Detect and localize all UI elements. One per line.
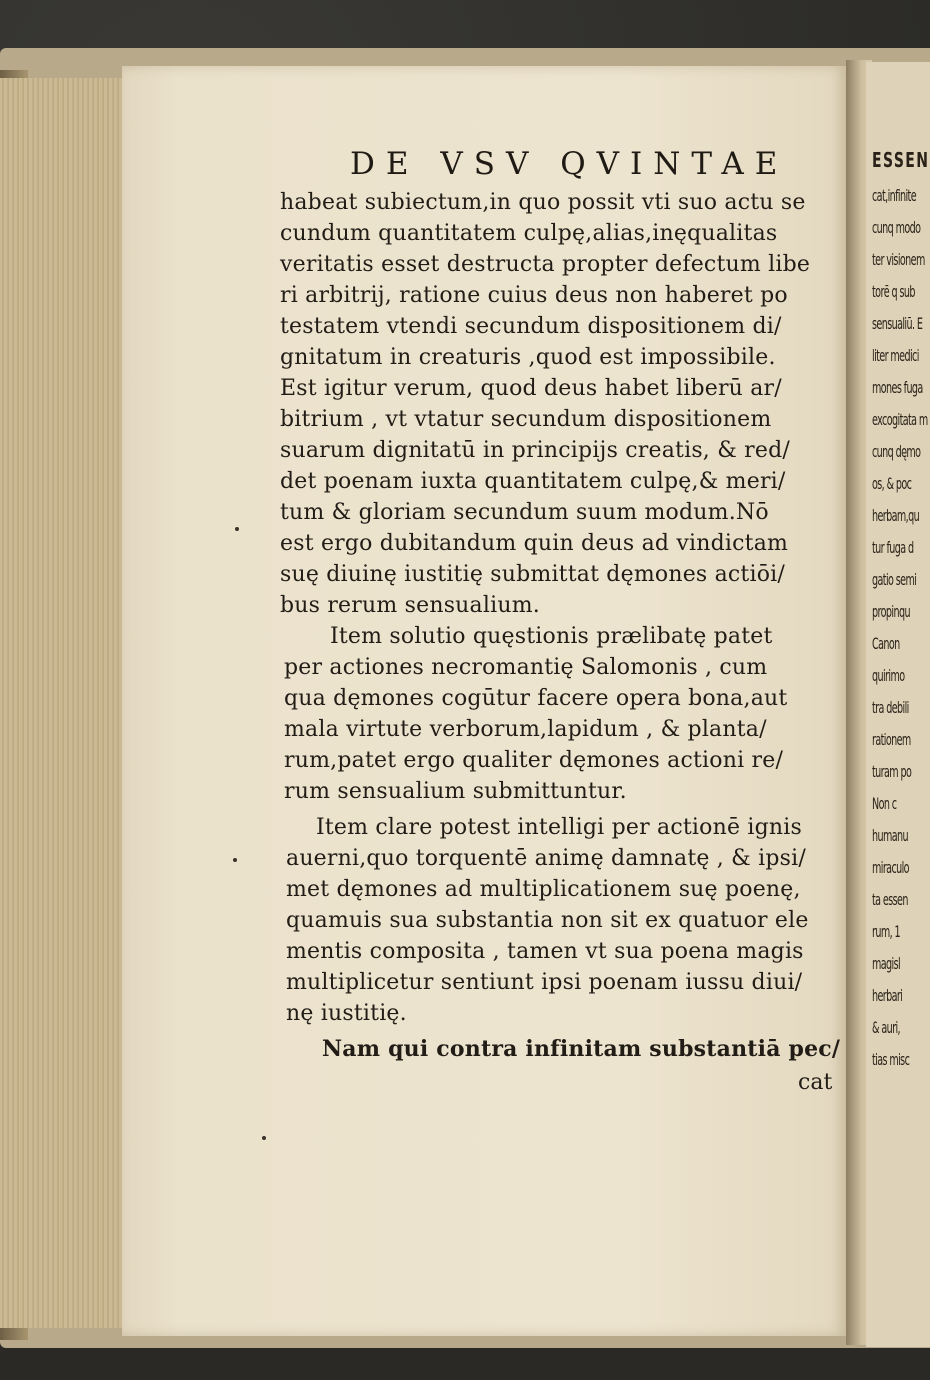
next-page-running-head: ESSEN: [872, 148, 930, 172]
text-line: suę diuinę iustitię submittat dęmones actiōi/: [280, 562, 785, 587]
text-line: met dęmones ad multiplicationem suę poenę,: [286, 877, 801, 902]
next-page-line: ta essen: [872, 890, 908, 909]
text-line: nę iustitię.: [286, 1001, 407, 1026]
text-line: tum & gloriam secundum suum modum.Nō: [280, 500, 769, 525]
text-line: det poenam iuxta quantitatem culpę,& meri/: [280, 469, 786, 494]
text-line: cundum quantitatem culpę,alias,inęqualitas: [280, 221, 778, 246]
text-line: rum,patet ergo qualiter dęmones actioni re/: [284, 748, 784, 773]
next-page-line: herbari: [872, 986, 903, 1005]
next-page-line: excogitata m: [872, 410, 928, 429]
text-line: testatem vtendi secundum dispositionem di/: [280, 314, 782, 339]
next-page-line: cunq dęmo: [872, 442, 921, 461]
next-page-line: herbam,qu: [872, 506, 920, 525]
next-page-line: cunq modo: [872, 218, 921, 237]
next-page-line: mones fuga: [872, 378, 923, 397]
next-page-line: torē q sub: [872, 282, 915, 301]
page-stack: [0, 78, 132, 1328]
text-line: qua dęmones cogūtur facere opera bona,aut: [284, 686, 788, 711]
next-page-line: turam po: [872, 762, 912, 781]
text-line: rum sensualium submittuntur.: [284, 779, 627, 804]
next-page-line: miraculo: [872, 858, 909, 877]
right-page-fragment: [866, 62, 930, 1347]
paper-speck: [233, 858, 237, 862]
text-line: bus rerum sensualium.: [280, 593, 540, 618]
next-page-line: humanu: [872, 826, 908, 845]
next-page-line: & auri,: [872, 1018, 900, 1037]
next-page-line: Canon: [872, 634, 900, 653]
next-page-line: Non c: [872, 794, 897, 813]
text-line: mala virtute verborum,lapidum , & planta/: [284, 717, 767, 742]
next-page-line: tra debili: [872, 698, 909, 717]
next-page-line: rationem: [872, 730, 911, 749]
text-line: quamuis sua substantia non sit ex quatuor ele: [286, 908, 809, 933]
text-line: mentis composita , tamen vt sua poena magis: [286, 939, 804, 964]
next-page-line: tur fuga d: [872, 538, 914, 557]
text-line: ri arbitrij, ratione cuius deus non haberet po: [280, 283, 788, 308]
next-page-line: magisl: [872, 954, 901, 973]
next-page-line: liter medici: [872, 346, 919, 365]
text-line: bitrium , vt vtatur secundum dispositionem: [280, 407, 772, 432]
text-line: Item solutio quęstionis prælibatę patet: [330, 624, 773, 649]
next-page-line: os, & poc: [872, 474, 912, 493]
next-page-line: quirimo: [872, 666, 905, 685]
paper-speck: [235, 527, 239, 531]
next-page-line: gatio semi: [872, 570, 917, 589]
text-line: auerni,quo torquentē animę damnatę , & ipsi/: [286, 846, 807, 871]
text-line: est ergo dubitandum quin deus ad vindictam: [280, 531, 789, 556]
catchword: cat: [798, 1070, 833, 1095]
running-head: DE VSV QVINTAE: [350, 146, 789, 182]
paper-speck: [262, 1136, 266, 1140]
text-line: Nam qui contra infinitam substantiā pec/: [322, 1036, 841, 1062]
next-page-line: tias misc: [872, 1050, 910, 1069]
next-page-line: ter visionem: [872, 250, 925, 269]
text-line: multiplicetur sentiunt ipsi poenam iussu diui/: [286, 970, 803, 995]
text-line: per actiones necromantię Salomonis , cum: [284, 655, 768, 680]
text-line: gnitatum in creaturis ,quod est impossibile.: [280, 345, 776, 370]
next-page-line: rum, 1: [872, 922, 900, 941]
next-page-line: sensualiū. E: [872, 314, 923, 333]
text-line: suarum dignitatū in principijs creatis, & red/: [280, 438, 791, 463]
text-line: veritatis esset destructa propter defectum libe: [280, 252, 811, 277]
text-line: Item clare potest intelligi per actionē ignis: [316, 815, 802, 840]
text-line: habeat subiectum,in quo possit vti suo actu se: [280, 190, 806, 215]
text-line: Est igitur verum, quod deus habet liberū ar/: [280, 376, 782, 401]
next-page-line: propinqu: [872, 602, 910, 621]
next-page-line: cat,infinite: [872, 186, 916, 205]
